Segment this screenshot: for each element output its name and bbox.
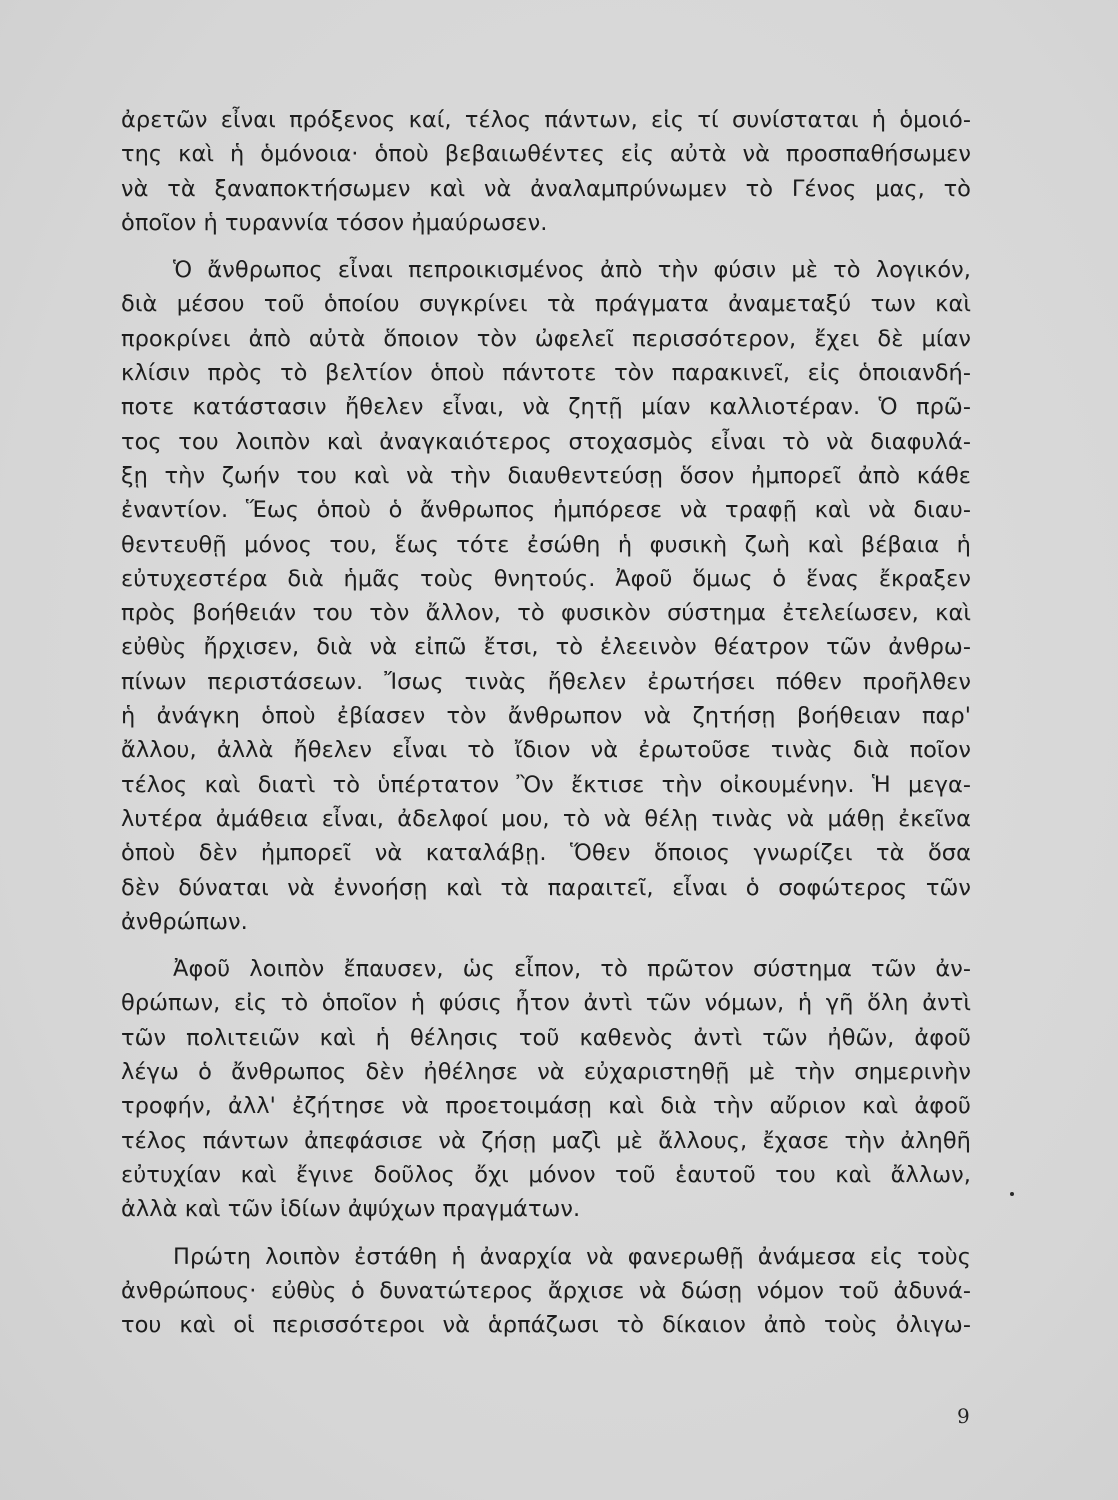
- text-line: λέγω ὁ ἄνθρωπος δὲν ἠθέλησε νὰ εὐχαριστηθῇ μὲ τὴν σημερινὴν: [121, 1059, 971, 1086]
- text-line: τῶν πολιτειῶν καὶ ἡ θέλησις τοῦ καθενὸς ἀντὶ τῶν ἠθῶν, ἀφοῦ: [121, 1024, 971, 1051]
- margin-dot: [1010, 1192, 1014, 1196]
- text-line: εὐτυχίαν καὶ ἔγινε δοῦλος ὄχι μόνον τοῦ ἑαυτοῦ του καὶ ἄλλων,: [121, 1161, 971, 1188]
- text-line: ξῃ τὴν ζωήν του καὶ νὰ τὴν διαυθεντεύσῃ ὅσον ἠμπορεῖ ἀπὸ κάθε: [121, 462, 971, 489]
- text-line: του καὶ οἱ περισσότεροι νὰ ἁρπάζωσι τὸ δίκαιον ἀπὸ τοὺς ὀλιγω-: [121, 1312, 971, 1339]
- text-line: πίνων περιστάσεων. Ἴσως τινὰς ἤθελεν ἐρωτήσει πόθεν προῆλθεν: [121, 668, 971, 695]
- text-line: λυτέρα ἀμάθεια εἶναι, ἀδελφοί μου, τὸ νὰ θέλῃ τινὰς νὰ μάθῃ ἐκεῖνα: [121, 805, 971, 832]
- text-line: τροφήν, ἀλλ' ἐζήτησε νὰ προετοιμάσῃ καὶ διὰ τὴν αὔριον καὶ ἀφοῦ: [121, 1093, 971, 1120]
- paragraph-3: [121, 952, 971, 1226]
- paragraph-4: [121, 1240, 971, 1343]
- text-line: κλίσιν πρὸς τὸ βελτίον ὁποὺ πάντοτε τὸν παρακινεῖ, εἰς ὁποιανδή-: [121, 360, 971, 387]
- text-line: τέλος καὶ διατὶ τὸ ὑπέρτατον Ὂν ἔκτισε τὴν οἰκουμένην. Ἡ μεγα-: [121, 771, 971, 798]
- text-line: ὁποὺ δὲν ἠμπορεῖ νὰ καταλάβῃ. Ὅθεν ὅποιος γνωρίζει τὰ ὅσα: [121, 840, 971, 867]
- text-line: ἀνθρώπους· εὐθὺς ὁ δυνατώτερος ἄρχισε νὰ δώσῃ νόμον τοῦ ἀδυνά-: [121, 1277, 971, 1304]
- text-line: τέλος πάντων ἀπεφάσισε νὰ ζήσῃ μαζὶ μὲ ἄλλους, ἔχασε τὴν ἀληθῆ: [121, 1127, 971, 1154]
- text-line: θρώπων, εἰς τὸ ὁποῖον ἡ φύσις ἦτον ἀντὶ τῶν νόμων, ἡ γῆ ὅλη ἀντὶ: [121, 990, 971, 1017]
- paragraph-1: [121, 103, 971, 240]
- body-text: [121, 103, 971, 1342]
- text-line: εὐτυχεστέρα διὰ ἡμᾶς τοὺς θνητούς. Ἀφοῦ ὅμως ὁ ἕνας ἔκραξεν: [121, 565, 971, 592]
- text-line: Ὁ ἄνθρωπος εἶναι πεπροικισμένος ἀπὸ τὴν φύσιν μὲ τὸ λογικόν,: [173, 257, 971, 284]
- text-line: δὲν δύναται νὰ ἐννοήσῃ καὶ τὰ παραιτεῖ, εἶναι ὁ σοφώτερος τῶν: [121, 874, 971, 901]
- text-line: ἀλλὰ καὶ τῶν ἰδίων ἀψύχων πραγμάτων.: [121, 1196, 581, 1223]
- text-line: ἡ ἀνάγκη ὁποὺ ἐβίασεν τὸν ἄνθρωπον νὰ ζητήσῃ βοήθειαν παρ': [121, 703, 971, 730]
- page-number: 9: [957, 1404, 970, 1428]
- text-line: πρὸς βοήθειάν του τὸν ἄλλον, τὸ φυσικὸν σύστημα ἐτελείωσεν, καὶ: [121, 600, 971, 627]
- text-line: Πρώτη λοιπὸν ἐστάθη ἡ ἀναρχία νὰ φανερωθῇ ἀνάμεσα εἰς τοὺς: [173, 1243, 971, 1270]
- text-line: ἀνθρώπων.: [121, 908, 248, 935]
- text-line: της καὶ ἡ ὁμόνοια· ὁποὺ βεβαιωθέντες εἰς αὐτὰ νὰ προσπαθήσωμεν: [121, 141, 971, 168]
- text-line: νὰ τὰ ξαναποκτήσωμεν καὶ νὰ ἀναλαμπρύνωμεν τὸ Γένος μας, τὸ: [121, 175, 971, 202]
- text-line: τος του λοιπὸν καὶ ἀναγκαιότερος στοχασμὸς εἶναι τὸ νὰ διαφυλά-: [121, 428, 971, 455]
- text-line: ἄλλου, ἀλλὰ ἤθελεν εἶναι τὸ ἴδιον νὰ ἐρωτοῦσε τινὰς διὰ ποῖον: [121, 737, 971, 764]
- text-line: ἀρετῶν εἶναι πρόξενος καί, τέλος πάντων, εἰς τί συνίσταται ἡ ὁμοιό-: [121, 107, 971, 133]
- text-line: θεντευθῇ μόνος του, ἕως τότε ἐσώθη ἡ φυσικὴ ζωὴ καὶ βέβαια ἡ: [121, 531, 971, 558]
- text-line: προκρίνει ἀπὸ αὐτὰ ὅποιον τὸν ὠφελεῖ περισσότερον, ἔχει δὲ μίαν: [121, 325, 971, 352]
- text-line: ἐναντίον. Ἕως ὁποὺ ὁ ἄνθρωπος ἠμπόρεσε νὰ τραφῇ καὶ νὰ διαυ-: [121, 497, 971, 524]
- text-line: Ἀφοῦ λοιπὸν ἔπαυσεν, ὡς εἶπον, τὸ πρῶτον σύστημα τῶν ἀν-: [173, 956, 971, 983]
- text-line: ὁποῖον ἡ τυραννία τόσον ἠμαύρωσεν.: [121, 209, 548, 236]
- text-line: ποτε κατάστασιν ἤθελεν εἶναι, νὰ ζητῇ μίαν καλλιοτέραν. Ὁ πρῶ-: [121, 394, 971, 421]
- text-line: εὐθὺς ἤρχισεν, διὰ νὰ εἰπῶ ἔτσι, τὸ ἐλεεινὸν θέατρον τῶν ἀνθρω-: [121, 634, 971, 661]
- text-line: διὰ μέσου τοῦ ὁποίου συγκρίνει τὰ πράγματα ἀναμεταξύ των καὶ: [121, 291, 971, 318]
- paragraph-2: [121, 253, 971, 939]
